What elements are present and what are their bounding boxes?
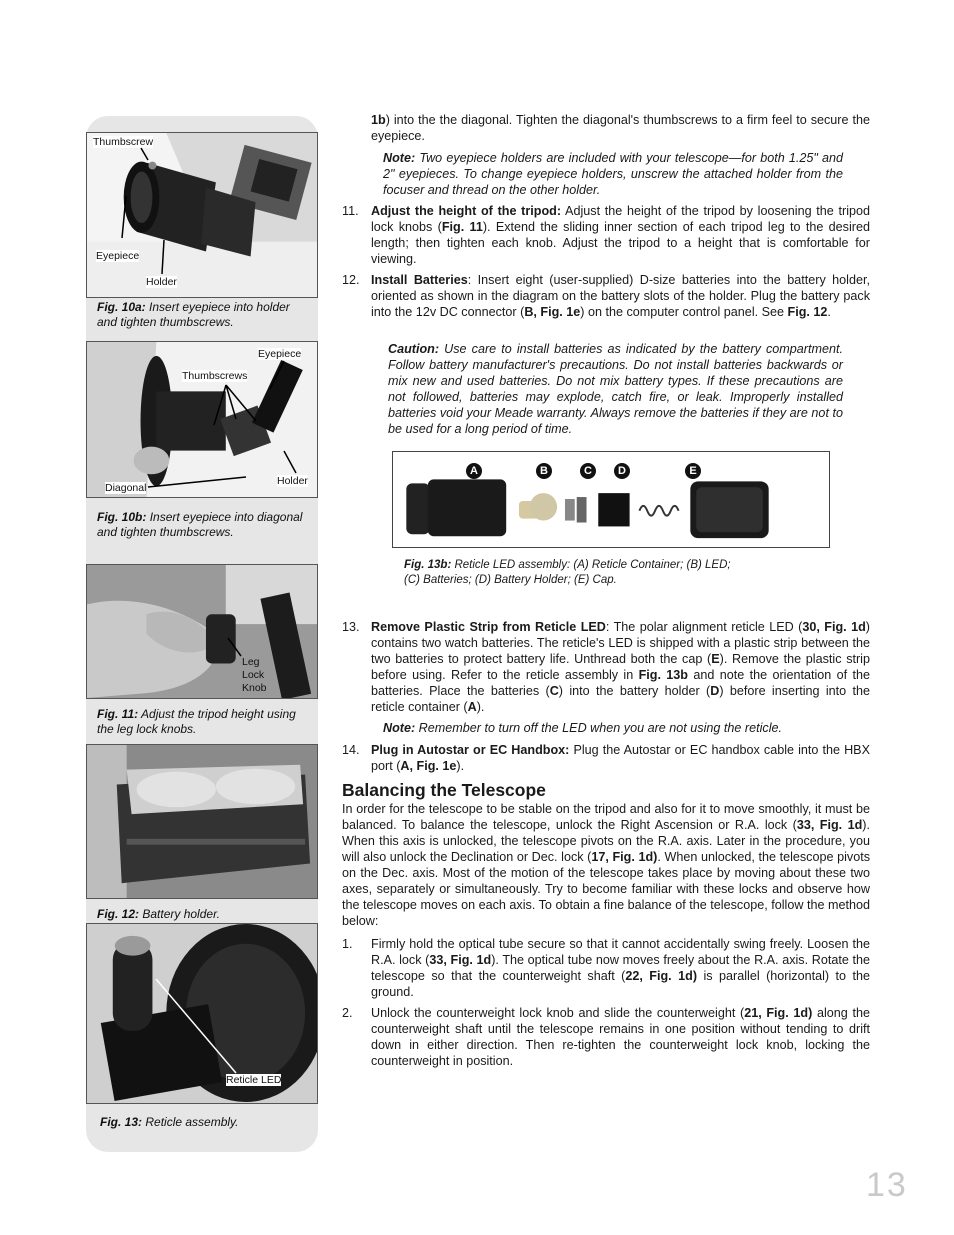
fig10b-label-eyepiece: Eyepiece: [258, 348, 302, 360]
continuation-paragraph: 1b) into the the diagonal. Tighten the diagonal's thumbscrews to a firm feel to secure the eyepiece.: [371, 113, 870, 143]
fig11-photo: [86, 564, 318, 699]
fig10a-label-holder: Holder: [146, 276, 177, 288]
fig11-label-knob: Knob: [242, 682, 267, 694]
note-eyepiece-holders: Note: Two eyepiece holders are included with your telescope—for both 1.25" and 2" eyepieces. To change eyepiece holders, unscrew the attached holder from the focuser and thread on the other holder.: [383, 151, 843, 197]
fig11-label-lock: Lock: [242, 669, 265, 681]
fig13b-badge-a: A: [466, 463, 482, 479]
fig10a-label-eyepiece: Eyepiece: [96, 250, 140, 262]
fig12-photo: [86, 744, 318, 899]
fig11-label-leg: Leg: [242, 656, 260, 668]
fig13b-badge-d: D: [614, 463, 630, 479]
fig10a-photo: [86, 132, 318, 298]
section-heading: Balancing the Telescope: [342, 780, 546, 800]
caution-batteries: Caution: Use care to install batteries as indicated by the battery compartment. Follow battery manufacturer's precautions. Do not install batteries backwards or mix new and used batteries. Do not mix battery types. If these precautions are not followed, batteries may explode, catch fire, or leak. Improperly installed batteries void your Meade warranty. Always remove the batteries if they are not to be used for a long period of time.: [388, 342, 843, 436]
fig10a-label-thumbscrew: Thumbscrew: [93, 136, 154, 148]
fig13-photo: [86, 923, 318, 1104]
fig10b-label-holder: Holder: [277, 475, 308, 487]
fig13-label-reticle-led: Reticle LED: [226, 1074, 282, 1086]
note-turn-off-led: Note: Remember to turn off the LED when you are not using the reticle.: [383, 721, 782, 735]
fig13-caption: Fig. 13: Reticle assembly.: [100, 1115, 239, 1129]
fig12-caption: Fig. 12: Battery holder.: [97, 907, 220, 921]
fig10a-caption: Fig. 10a: Insert eyepiece into holder and tighten thumbscrews.: [97, 300, 290, 329]
fig13b-badge-b: B: [536, 463, 552, 479]
led-assembly-illustration: [393, 452, 829, 547]
fig10b-caption: Fig. 10b: Insert eyepiece into diagonal and tighten thumbscrews.: [97, 510, 303, 539]
fig13b-badge-c: C: [580, 463, 596, 479]
fig13b-badge-e: E: [685, 463, 701, 479]
page-number: 13: [866, 1166, 908, 1204]
fig13b-caption: Fig. 13b: Reticle LED assembly: (A) Reticle Container; (B) LED; (C) Batteries; (D) Battery Holder; (E) Cap.: [404, 559, 731, 586]
fig10b-label-thumbscrews: Thumbscrews: [182, 370, 248, 382]
fig10b-label-diagonal: Diagonal: [105, 482, 147, 494]
fig11-caption: Fig. 11: Adjust the tripod height using the leg lock knobs.: [97, 707, 296, 736]
balancing-intro: In order for the telescope to be stable on the tripod and also for it to move smoothly, it must be balanced. To balance the telescope, unlock the Right Ascension or R.A. lock (33, Fig. 1d). When this axis is unlocked, the telescope pivots on the R.A. axis. Later in the procedure, you will also unlock the Declination or Dec. lock (17, Fig. 1d). When unlocked, the telescope pivots on the Dec. axis. Most of the motion of the telescope takes place by moving about these two axes, separately or simultaneously. Try to become familiar with these locks and observe how the telescope moves on each axis. To obtain a fine balance of the telescope, follow the method below:: [342, 802, 871, 928]
fig13b-photo: [392, 451, 830, 548]
